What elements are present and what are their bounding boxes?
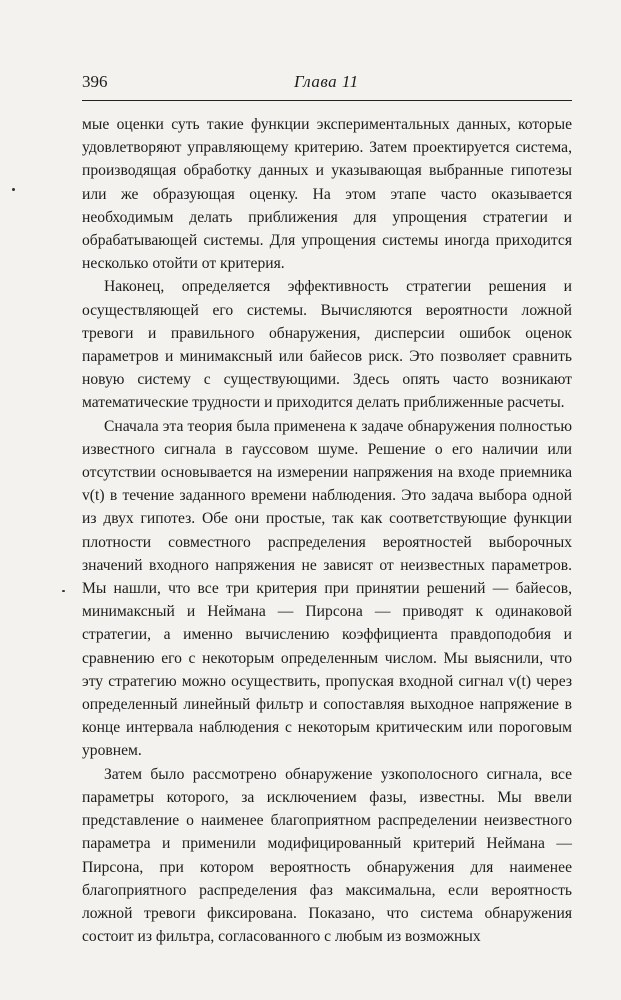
- chapter-running-head: Глава 11: [294, 72, 359, 91]
- header-rule: [82, 100, 572, 101]
- body-text: [82, 113, 572, 948]
- paragraph-narrowband-signal: Затем было рассмотрено обнаружение узкополосного сигнала, все параметры которого, за исключением фазы, известны. Мы ввели представление о наименее благоприятном распределении неизвестного параметра и применили модифицированный критерий Неймана — Пирсона, при котором вероятность обнаружения для наименее благоприятного распределения фаз максимальна, если вероятность ложной тревоги фиксирована. Показано, что система обнаружения состоит из фильтра, согласованного с любым из возможных: [82, 765, 572, 946]
- scan-speck: [12, 188, 15, 191]
- paragraph-continued: мые оценки суть такие функции экспериментальных данных, которые удовлетворяют управляющему критерию. Затем проектируется система, производящая обработку данных и указывающая выбранные гипотезы или же образующая оценку. На этом этапе часто оказывается необходимым делать приближения для упрощения стратегии и обрабатывающей системы. Для упрощения системы иногда приходится несколько отойти от критерия.: [82, 116, 572, 273]
- scan-speck: [62, 590, 65, 592]
- paragraph-efficiency: Наконец, определяется эффективность стратегии решения и осуществляющей его системы. Вычисляются вероятности ложной тревоги и правильного обнаружения, дисперсии ошибок оценок параметров и минимаксный или байесов риск. Это позволяет сравнить новую систему с существующими. Здесь опять часто возникают математические трудности и приходится делать приближенные расчеты.: [82, 278, 572, 412]
- paragraph-known-signal: Сначала эта теория была применена к задаче обнаружения полностью известного сигнала в гауссовом шуме. Решение о его наличии или отсутствии основывается на измерении напряжения на входе приемника v(t) в течение заданного времени наблюдения. Это задача выбора одной из двух гипотез. Обе они простые, так как соответствующие функции плотности совместного распределения вероятностей выборочных значений входного напряжения не зависят от неизвестных параметров. Мы нашли, что все три критерия при принятии решений — байесов, минимаксный и Неймана — Пирсона — приводят к одинаковой стратегии, а именно вычислению коэффициента правдоподобия и сравнению его с некоторым определенным числом. Мы выяснили, что эту стратегию можно осуществить, пропуская входной сигнал v(t) через определенный линейный фильтр и сопоставляя выходное напряжение в конце интервала наблюдения с некоторым критическим или пороговым уровнем.: [82, 417, 572, 760]
- page-number: 396: [82, 72, 108, 91]
- page-header: [82, 72, 572, 96]
